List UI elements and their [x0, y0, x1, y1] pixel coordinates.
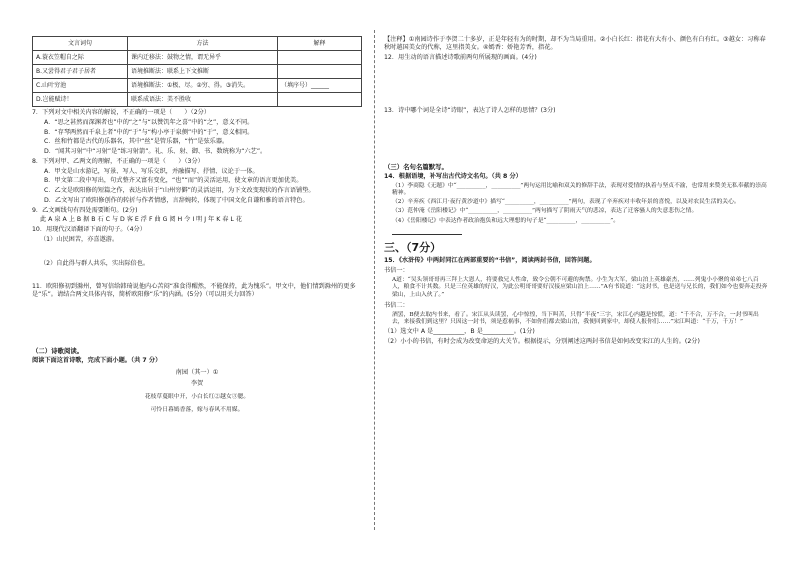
question-12: 12．用生动的语言描述诗歌前两句所展现的画面。(4分)	[384, 53, 537, 61]
table-cell: 语境推断法：①极、尽。②穷、得。③消失。	[128, 79, 278, 93]
poem-line: 花枝草蔓眼中开，小白长红②越女③腮。	[144, 394, 250, 400]
q15-sub-1: （1）选文中 A 是__________，B 是__________。(1分)	[384, 328, 535, 336]
q7-option-a: A．“思之甚然而深渊者也”中的“之”与“以赞饥年之喜”中的“之”，意义不同。	[44, 118, 254, 126]
q10-item-1: （1）山民困苦，亦喜遨游。	[40, 235, 119, 243]
section-3-title: （三）名句名篇默写。	[384, 163, 448, 171]
left-column	[32, 36, 362, 414]
table-row	[33, 93, 362, 107]
poem-note: 【注释】①南园诗作于李贺二十多岁，正是年轻有为的时期，却不为当局重用。②小白长红：指花有大有小、颜色有白有红。③越女：习称春秋时越国美女的代称，这里指美女。④嫣香：娇艳芳香，指花。	[384, 36, 766, 51]
poem-intro: 阅读下面这首诗歌，完成下面小题。（共 7 分）	[32, 356, 162, 364]
question-11: 11．欧阳修初到滁州，曾写信给韩琦说他内心苦闷“准食得醒然，不能保持，此为愧乐”。甲文中，他们情到滁州的更多是“乐”。请结合两文具体内容，简析欧阳修“乐”的内涵。(5分)（可以用关力回答）	[32, 283, 356, 298]
table-header-row	[33, 37, 362, 51]
table-cell: C.山叶穷池	[33, 79, 128, 93]
letter-2-head: 书信二：	[384, 301, 409, 309]
q8-option-a: A．甲文是山水游记，写景、写人、写乐交织，并融描写、抒情、议论于一体。	[44, 167, 259, 175]
q14-item-2: （2）辛弃疾《西江月·夜行黄沙道中》描写“__________，__________”两句，表现了辛弃疾对丰收年景的喜悦，以及对农民生活的关心。	[392, 199, 740, 206]
q7-option-c: C．丝和竹都是古代的乐器名，其中“丝”是管乐器，“竹”是弦乐器。	[44, 138, 229, 146]
letter-1-head: 书信一：	[384, 267, 409, 275]
table-cell: （填序号）______	[278, 79, 362, 93]
right-column	[384, 36, 769, 346]
question-10: 10．用现代汉语翻译下面的句子。（4分）	[32, 226, 146, 233]
letter-1-text: A道：“吴头领哥哥再三拜上大恩人，将要救兄人性命，致令公朝不可避的拘禁。小生为大军，梁山泊上英雄豪杰，……列鬼小小聚的弟弟七八百人，粮食不计其数。只是三位英雄的好汉，为此公明哥哥要好汉接应梁山泊上……”A有书说道：“这封书，也是送与兄长的，我们如今也要奔走投奔梁山，上山入伙了。”	[392, 277, 768, 298]
table-cell	[278, 93, 362, 107]
table-cell: D.岂能赋诗！	[33, 93, 128, 107]
q10-item-2: （2）自此得与群人共乐，实出际倍也。	[40, 259, 150, 267]
table-cell	[278, 51, 362, 65]
poem-section-title: （二）诗歌阅读。	[32, 346, 84, 355]
question-14: 14．根据语境，补写出古代诗文名句。（共 8 分）	[384, 173, 522, 180]
table-cell	[278, 65, 362, 79]
table-row	[33, 65, 362, 79]
poem-author: 李贺	[190, 380, 204, 388]
letter-2-text: 酒罢，B便去取内书来，看了。宋江从头读罢，心中惊惶，当下叫苦，只得“半夜”三字，宋江心内越是惊慌，道：“千不合，万不合，一封书叫出去，来接我们到这里？只因这一封书，须是惹祸事，不如你们都去梁山泊，我便回到家中，却使人报你们……”宋江叫道：“千万，千万！”	[392, 311, 759, 325]
poem-title: 南园（其一）①	[175, 368, 219, 376]
section-big-3: 三、（7分）	[384, 240, 442, 254]
q8-option-c: C．乙文是欧阳修的短篇之作，表达出居于“山州穷僻”的灵活运用，为下文改变现状的作言语铺垫。	[44, 187, 315, 194]
table-header-cell: 解释	[278, 37, 362, 51]
table-cell: A.蓑衣笠帽自之际	[33, 51, 128, 65]
q15-sub-2: （2）小小的书信，有时会成为改变命运的大关节。根据提示，分别阐述这两封书信是如何改变宋江的人生的。(2分)	[384, 337, 700, 345]
question-9: 9．乙文画线句有四处需要断句。(2分)	[32, 206, 138, 214]
table-cell: B.又尝得君子君子居者	[33, 65, 128, 79]
q7-option-b: B．“存琴两然而千泉上者”中的“于”与“构小亭于泉侧”中的“于”，意义相同。	[44, 128, 254, 136]
table-cell: 联系成语法：美不胜收	[128, 93, 278, 107]
table-row	[33, 51, 362, 65]
q14-item-3: （3）范仲淹《岳阳楼记》中“__________，__________”两句描写了阴雨天气的悲凉，表达了迁客骚人的失意悲伤之情。	[392, 208, 698, 215]
poem-line: 可怜日暮嫣香落，嫁与春风不用媒。	[150, 407, 244, 414]
table-cell: 课内迁移法：鼓物之情，谓无异乎	[128, 51, 278, 65]
table-header-cell: 文言词句	[33, 37, 128, 51]
q14-item-1: （1）李商隐《无题》中“__________，__________”两句运用比喻和双关的修辞手法，表现对爱情的执着与坚贞不渝，也常用来赞美无私奉献的崇高精神。	[392, 182, 767, 196]
q8-option-d: D．乙文写出了欧阳修创作的转折与作者情感，言辞婉转，体现了中国文化自谦和雅的语言特色。	[44, 196, 309, 204]
table-cell: 语境推断法：联系上下文推断	[128, 65, 278, 79]
vocab-table	[32, 36, 362, 107]
q9-text: 此 A 泉 A 上 B 据 B 石 C 与 D 客 E 浮 F 曲 G 阅 H 令 I 明 J 年 K 春 L 花	[40, 216, 242, 224]
q8-option-b: B．甲文第二段中写出，句式整齐又富有变化，“也”“而”的灵活运用，使文章的语言更加优美。	[44, 177, 303, 185]
question-8: 8．下列对甲、乙两文的理解，不正确的一项是（ ）（3分）	[32, 157, 204, 165]
answer-line	[392, 227, 462, 235]
table-row	[33, 79, 362, 93]
q7-option-d: D．“闻其习射”中“习射”是“练习射箭”。礼、乐、射、御、书、数统称为“六艺”。	[44, 148, 267, 155]
q14-item-4: （4）《岳阳楼记》中表达作者政治抱负和远大理想的句子是“__________，__________”。	[392, 217, 619, 224]
column-divider	[374, 30, 375, 530]
question-7: 7．下列对文中相关内容的解说，不正确的一项是（ ）（2分）	[32, 109, 211, 116]
table-header-cell: 方法	[128, 37, 278, 51]
question-15: 15．《水浒传》中两封同江在两部重要的“书信”，阅读两封书信，回答问题。	[384, 256, 596, 264]
question-13: 13．诗中哪个词是全诗“诗眼”，表达了诗人怎样的思情？(3分)	[384, 107, 556, 115]
